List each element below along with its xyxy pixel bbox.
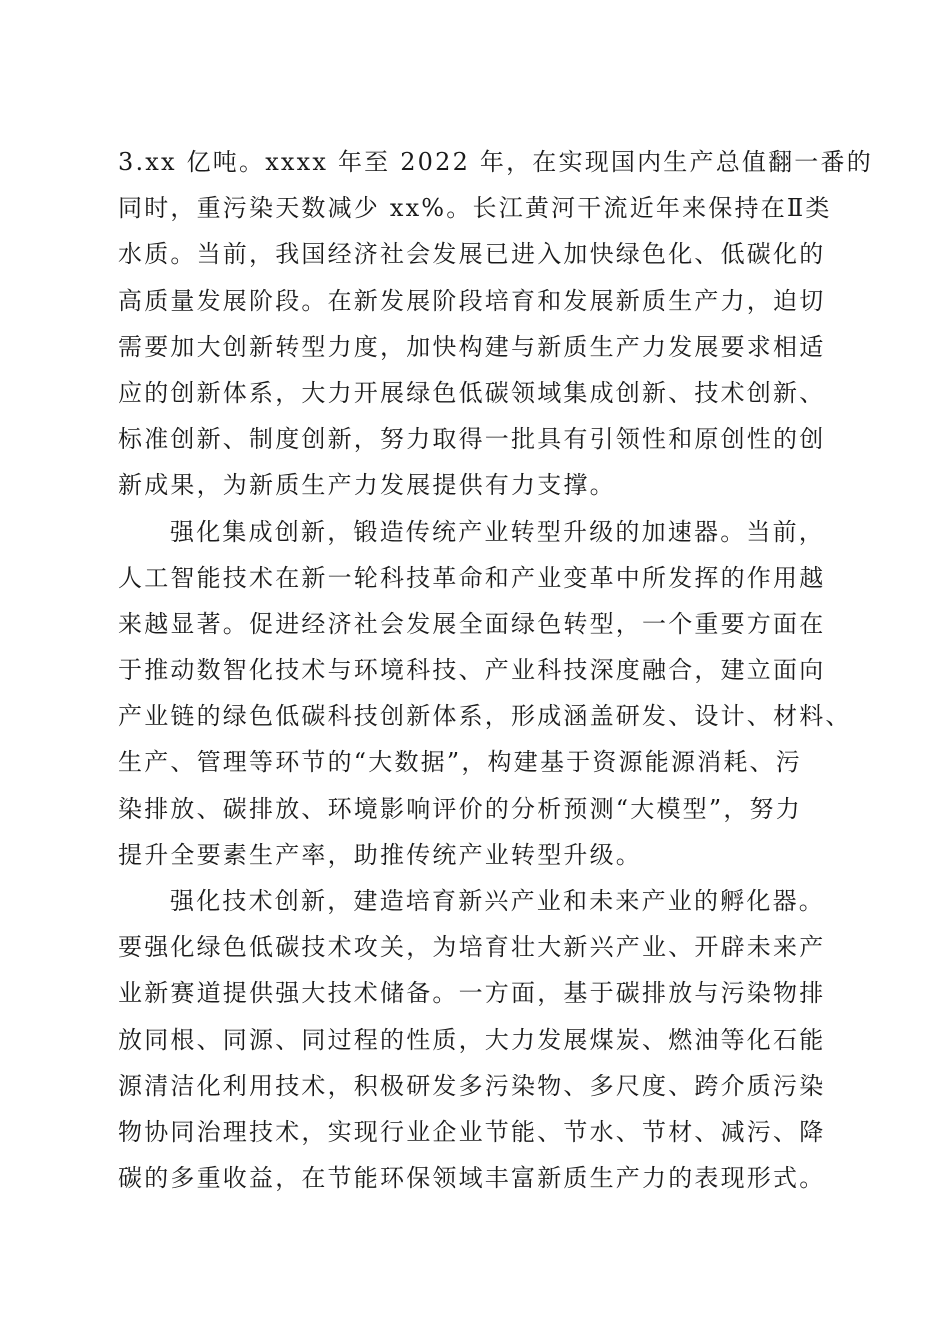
text-line: 源清洁化利用技术，积极研发多污染物、多尺度、跨介质污染 [118, 1071, 826, 1100]
text-line: 来越显著。促进经济社会发展全面绿色转型，一个重要方面在 [118, 609, 826, 638]
body-text [118, 139, 873, 1201]
paragraph-3 [118, 878, 836, 1201]
text-line: 染排放、碳排放、环境影响评价的分析预测“大模型”，努力 [118, 794, 802, 823]
text-line: 标准创新、制度创新，努力取得一批具有引领性和原创性的创 [118, 425, 826, 454]
text-line: 产业链的绿色低碳科技创新体系，形成涵盖研发、设计、材料、 [118, 702, 852, 731]
text-line: 应的创新体系，大力开展绿色低碳领域集成创新、技术创新、 [118, 378, 826, 407]
paragraph-1 [118, 139, 873, 509]
text-line: 需要加大创新转型力度，加快构建与新质生产力发展要求相适 [118, 332, 826, 361]
text-line: 新成果，为新质生产力发展提供有力支撑。 [118, 471, 616, 500]
text-line: 强化集成创新，锻造传统产业转型升级的加速器。当前， [170, 517, 825, 546]
paragraph-2 [118, 509, 852, 879]
text-line: 放同根、同源、同过程的性质，大力发展煤炭、燃油等化石能 [118, 1025, 826, 1054]
text-line: 人工智能技术在新一轮科技革命和产业变革中所发挥的作用越 [118, 563, 826, 592]
text-line: 同时，重污染天数减少 xx%。长江黄河干流近年来保持在Ⅱ类 [118, 194, 832, 223]
text-line: 水质。当前，我国经济社会发展已进入加快绿色化、低碳化的 [118, 240, 826, 269]
text-line: 业新赛道提供强大技术储备。一方面，基于碳排放与污染物排 [118, 979, 826, 1008]
text-line: 生产、管理等环节的“大数据”，构建基于资源能源消耗、污 [118, 748, 802, 777]
text-line: 碳的多重收益，在节能环保领域丰富新质生产力的表现形式。 [118, 1164, 826, 1193]
text-line: 提升全要素生产率，助推传统产业转型升级。 [118, 840, 642, 869]
text-line: 于推动数智化技术与环境科技、产业科技深度融合，建立面向 [118, 656, 826, 685]
text-line: 强化技术创新，建造培育新兴产业和未来产业的孵化器。 [170, 887, 825, 915]
text-line: 物协同治理技术，实现行业企业节能、节水、节材、减污、降 [118, 1117, 826, 1146]
text-line: 3.xx 亿吨。xxxx 年至 2022 年，在实现国内生产总值翻一番的 [118, 148, 873, 176]
text-line: 高质量发展阶段。在新发展阶段培育和发展新质生产力，迫切 [118, 286, 826, 315]
text-line: 要强化绿色低碳技术攻关，为培育壮大新兴产业、开辟未来产 [118, 933, 826, 962]
